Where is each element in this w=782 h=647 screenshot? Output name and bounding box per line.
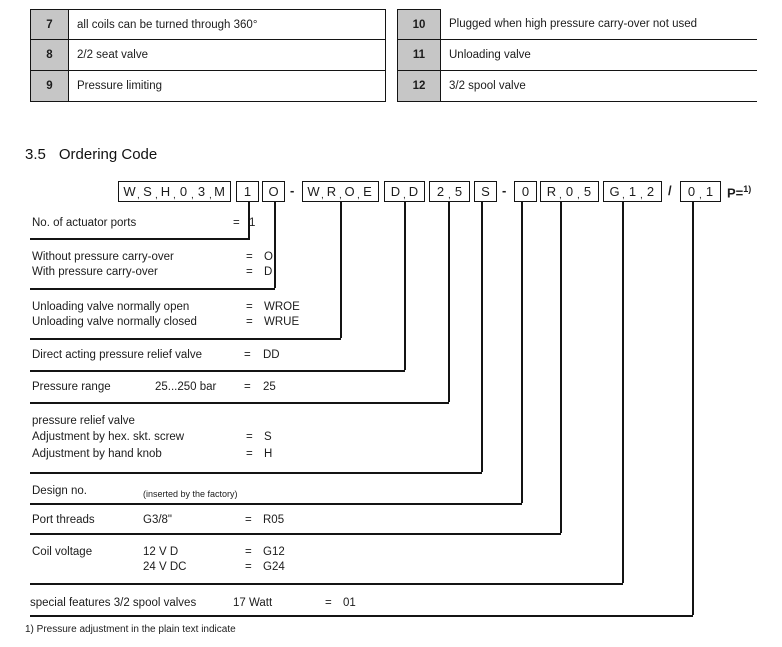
code-box-unloading-valve: W , R , O , E xyxy=(302,181,379,202)
legend-eq: = xyxy=(246,316,253,328)
table-row xyxy=(31,71,386,102)
section-number: 3.5 xyxy=(25,146,46,163)
reference-table-left xyxy=(30,9,386,102)
legend-eq: = xyxy=(245,546,252,558)
code-box-port-threads: R , 0 , 5 xyxy=(540,181,599,202)
code-suffix xyxy=(727,184,751,200)
legend-eq: = xyxy=(245,514,252,526)
legend-underline-3 xyxy=(30,338,341,340)
legend-label: Direct acting pressure relief valve xyxy=(32,349,203,361)
table-row xyxy=(398,40,757,71)
code-box-adjustment: S xyxy=(474,181,497,202)
code-box-relief-valve: D , D xyxy=(384,181,425,202)
legend-underline-2 xyxy=(30,288,275,290)
connector-line-4 xyxy=(404,201,406,370)
legend-value: D xyxy=(264,266,273,278)
connector-line-2 xyxy=(274,201,276,288)
legend-label: pressure relief valve xyxy=(32,415,135,427)
code-box-design-no: 0 xyxy=(514,181,537,202)
code-box-special-features: 0 , 1 xyxy=(680,181,721,202)
legend-mid: 17 Watt xyxy=(233,597,273,609)
code-suffix-footnote-ref: 1) xyxy=(743,184,752,194)
ref-text-cell: Plugged when high pressure carry-over not used xyxy=(449,18,698,30)
legend-value: G24 xyxy=(263,561,285,573)
code-box-model: W , S , H , 0 , 3 , M xyxy=(118,181,231,202)
legend-eq: = xyxy=(244,349,251,361)
connector-line-7 xyxy=(521,201,523,503)
ref-text-cell: Unloading valve xyxy=(449,49,531,61)
code-suffix-label: P= xyxy=(727,185,744,201)
legend-eq: = xyxy=(246,301,253,313)
section-title: Ordering Code xyxy=(58,146,158,163)
legend-label: special features 3/2 spool valves xyxy=(30,597,197,609)
legend-label: Adjustment by hex. skt. screw xyxy=(32,431,185,443)
legend-underline-6 xyxy=(30,472,482,474)
legend-label: Port threads xyxy=(32,514,95,526)
legend-value: 25 xyxy=(263,381,276,393)
legend-value: G12 xyxy=(263,546,285,558)
legend-label: Adjustment by hand knob xyxy=(32,448,162,460)
legend-note: (inserted by the factory) xyxy=(143,489,238,499)
legend-eq: = xyxy=(244,381,251,393)
legend-value: 1 xyxy=(249,217,256,229)
legend-underline-5 xyxy=(30,402,449,404)
legend-label: Design no. xyxy=(32,485,87,497)
table-row xyxy=(31,40,386,71)
legend-eq: = xyxy=(246,431,253,443)
ref-number-cell: 8 xyxy=(31,40,69,70)
ref-number-cell: 11 xyxy=(398,40,441,70)
ref-text-cell: 3/2 spool valve xyxy=(449,80,526,92)
table-row xyxy=(31,9,386,40)
section-heading xyxy=(25,146,157,163)
connector-line-5 xyxy=(448,201,450,402)
legend-eq: = xyxy=(246,251,253,263)
ref-number-cell: 7 xyxy=(31,10,69,39)
legend-value: H xyxy=(264,448,273,460)
legend-underline-9 xyxy=(30,583,623,585)
code-box-carry-over: O xyxy=(262,181,285,202)
legend-eq: = xyxy=(325,597,332,609)
legend-label: Pressure range xyxy=(32,381,111,393)
connector-line-9 xyxy=(622,201,624,583)
legend-underline-10 xyxy=(30,615,693,617)
ref-number-cell: 10 xyxy=(398,9,441,39)
code-box-coil-voltage: G , 1 , 2 xyxy=(603,181,662,202)
legend-label: Unloading valve normally open xyxy=(32,301,190,313)
legend-value: WRUE xyxy=(264,316,300,328)
legend-eq: = xyxy=(245,561,252,573)
footnote: 1) Pressure adjustment in the plain text indicate xyxy=(25,624,236,635)
legend-mid: 12 V D xyxy=(143,546,179,558)
legend-value: R05 xyxy=(263,514,285,526)
legend-underline-4 xyxy=(30,370,405,372)
legend-eq: = xyxy=(233,217,240,229)
legend-value: DD xyxy=(263,349,280,361)
code-box-actuator-ports: 1 xyxy=(236,181,259,202)
code-separator-slash: / xyxy=(668,183,672,198)
legend-label: With pressure carry-over xyxy=(32,266,158,278)
table-row xyxy=(398,71,757,102)
connector-line-3 xyxy=(340,201,342,338)
ref-number-cell: 9 xyxy=(31,71,69,101)
ref-number-cell: 12 xyxy=(398,71,441,101)
legend-mid: 25...250 bar xyxy=(155,381,217,393)
legend-label: Without pressure carry-over xyxy=(32,251,174,263)
ref-text-cell: 2/2 seat valve xyxy=(69,40,386,70)
reference-table-right xyxy=(397,9,757,102)
legend-underline-8 xyxy=(30,533,561,535)
code-separator-dash-1: - xyxy=(290,183,295,198)
ref-text-cell: all coils can be turned through 360° xyxy=(69,10,386,39)
ref-text-cell: Pressure limiting xyxy=(69,71,386,101)
legend-value: O xyxy=(264,251,273,263)
code-separator-dash-2: - xyxy=(502,183,507,198)
connector-line-8 xyxy=(560,201,562,533)
code-box-pressure-range: 2 , 5 xyxy=(429,181,470,202)
legend-mid: G3/8" xyxy=(143,514,173,526)
connector-line-10 xyxy=(692,201,694,615)
legend-eq: = xyxy=(246,266,253,278)
legend-value: 01 xyxy=(343,597,356,609)
legend-underline-7 xyxy=(30,503,522,505)
legend-label: Coil voltage xyxy=(32,546,93,558)
legend-label: Unloading valve normally closed xyxy=(32,316,197,328)
legend-value: WROE xyxy=(264,301,300,313)
legend-eq: = xyxy=(246,448,253,460)
legend-mid: 24 V DC xyxy=(143,561,187,573)
connector-line-6 xyxy=(481,201,483,472)
legend-underline-1 xyxy=(30,238,250,240)
legend-value: S xyxy=(264,431,272,443)
table-row xyxy=(398,9,757,40)
legend-label: No. of actuator ports xyxy=(32,217,137,229)
